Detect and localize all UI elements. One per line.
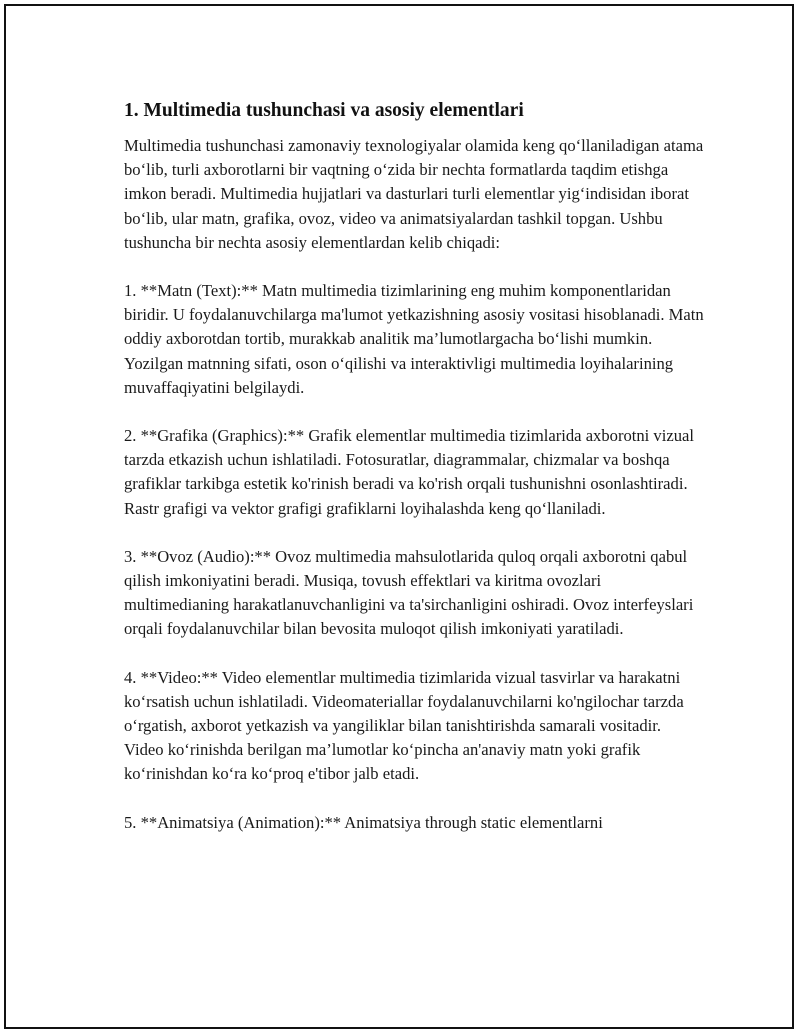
paragraph-video-element: 4. **Video:** Video elementlar multimedia tizimlarida vizual tasvirlar va harakatni ko‘rsatish uchun ishlatiladi. Videomateriallar foydalanuvchilarni ko'ngilochar tarzda o‘rgatish, axborot yetkazish va yangiliklar bilan tanishtirishda samarali vositadir. Video ko‘rinishda berilgan ma’lumotlar ko‘pincha an'anaviy matn yoki grafik ko‘rinishdan ko‘ra ko‘proq e'tibor jalb etadi.	[124, 667, 684, 784]
document-body	[124, 98, 704, 835]
paragraph-graphics-element: 2. **Grafika (Graphics):** Grafik elementlar multimedia tizimlarida axborotni vizual tarzda etkazish uchun ishlatiladi. Fotosuratlar, diagrammalar, chizmalar va boshqa grafiklar tarkibga estetik ko'rinish beradi va ko'rish orqali tushunishni osonlashtiradi. Rastr grafigi va vektor grafigi grafiklarni loyihalashda keng qo‘llaniladi.	[124, 426, 694, 518]
paragraph-audio-element: 3. **Ovoz (Audio):** Ovoz multimedia mahsulotlarida quloq orqali axborotni qabul qilish imkoniyatini beradi. Musiqa, tovush effektlari va kiritma ovozlari multimedianing harakatlanuvchanligini va ta'sirchanligini oshiradi. Ovoz interfeyslari orqali foydalanuvchilar bilan bevosita muloqot qilish imkoniyati yaratiladi.	[124, 546, 694, 639]
intro-paragraph: Multimedia tushunchasi zamonaviy texnologiyalar olamida keng qo‘llaniladigan atama bo‘lib, turli axborotlarni bir vaqtning o‘zida bir nechta formatlarda taqdim etishga imkon beradi. Multimedia hujjatlari va dasturlari turli elementlar yig‘indisidan iborat bo‘lib, ular matn, grafika, ovoz, video va animatsiyalardan tashkil topgan. Ushbu tushuncha bir nechta asosiy elementlardan kelib chiqadi:	[124, 136, 704, 252]
paragraph-animation-element: 5. **Animatsiya (Animation):** Animatsiya through static elementlarni	[124, 812, 603, 832]
page-frame	[4, 4, 794, 1029]
paragraph-text-element: 1. **Matn (Text):** Matn multimedia tizimlarining eng muhim komponentlaridan biridir. U foydalanuvchilarga ma'lumot yetkazishning asosiy vositasi hisoblanadi. Matn oddiy axborotdan tortib, murakkab analitik ma’lumotlargacha bo‘lishi mumkin. Yozilgan matnning sifati, oson o‘qilishi va interaktivligi multimedia loyihalarining muvaffaqiyatini belgilaydi.	[124, 281, 704, 397]
section-heading: 1. Multimedia tushunchasi va asosiy elementlari	[124, 100, 524, 121]
